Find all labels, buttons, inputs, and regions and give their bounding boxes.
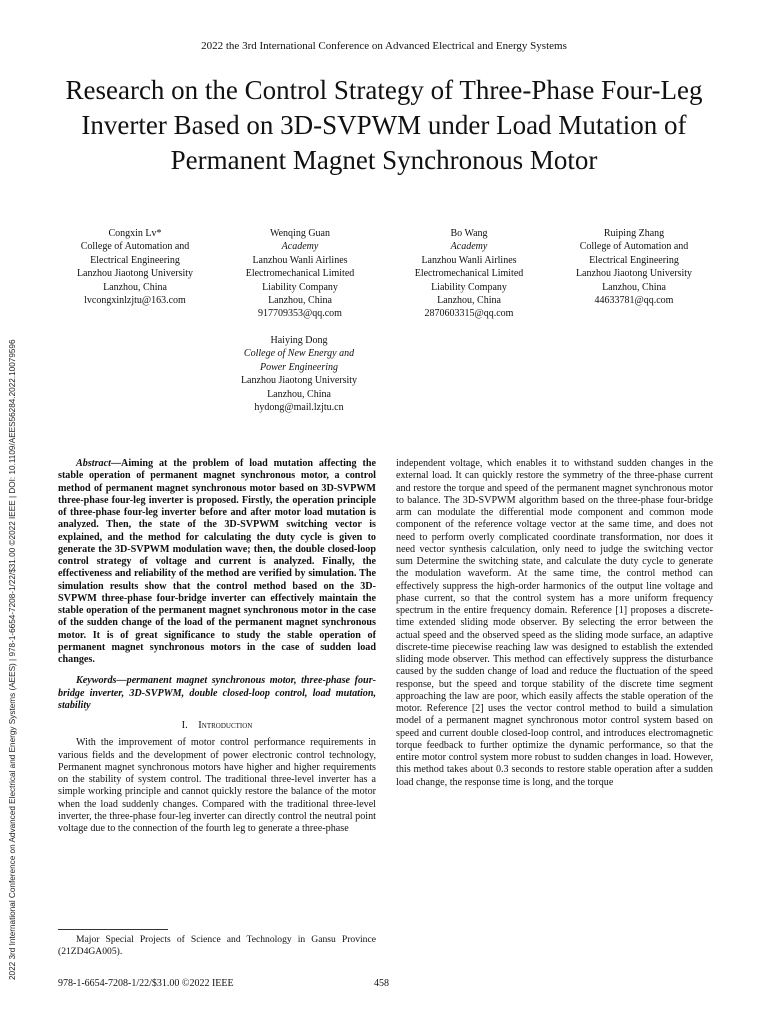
page-number: 458 [374,978,389,989]
footnote: Major Special Projects of Science and Technology in Gansu Province (21ZD4GA005). [58,934,376,957]
author-role: College of New Energy and [243,348,355,360]
author-affiliation: Lanzhou, China [602,281,666,293]
footnote-rule [58,929,168,930]
author-affiliation: Lanzhou Jiaotong University [76,268,194,280]
abstract-text: —Aiming at the problem of load mutation affecting the stable operation of permanent magnet synchronous motor, a control method of permanent magnet synchronous motor based on 3D-SVPWM three-phase four-leg inverter is proposed. Firstly, the operation principle of three-phase four-leg inverter before and after motor load mutation is analyzed. Then, the state of the 3D-SVPWM switching vector is explained, and the method for calculating the duty cycle is given to generate the 3D-SVPWM modulation wave; then, the double closed-loop control strategy of voltage and current is analyzed. Finally, the effectiveness and reliability of the method are verified by simulation. The simulation results show that the control method based on the 3D-SVPWM three-phase four-bridge inverter can effectively maintain the stable operation of the permanent magnet synchronous motor in the case of the sudden change of the load of the permanent magnet synchronous motor. It is of great significance to study the stable operation of permanent magnet synchronous motors in the case of sudden load changes. [58,458,376,665]
abstract-label: Abstract [76,458,111,469]
author-affiliation: College of Automation and [579,241,689,253]
sidebar-doi: 2022 3rd International Conference on Advanced Electrical and Energy Systems (AEES) | 978-1-6654-7208-1/22/$31.00 ©2022 IEEE | DOI: 10.1109/AEES56284.2022.10079596 [8,339,17,980]
author-block [549,227,719,307]
author-email: 917709353@qq.com [258,308,342,320]
abstract [58,458,376,666]
author-affiliation: Electromechanical Limited [414,268,524,280]
conference-header: 2022 the 3rd International Conference on Advanced Electrical and Energy Systems [201,40,567,52]
author-affiliation: Electromechanical Limited [245,268,355,280]
author-email: 44633781@qq.com [594,295,674,307]
author-block [214,334,384,414]
author-affiliation: Lanzhou Wanli Airlines [252,254,348,266]
author-role: Power Engineering [259,361,339,373]
author-affiliation: Electrical Engineering [589,254,679,266]
author-email: lvcongxinlzjtu@163.com [84,295,186,307]
paper-title: Research on the Control Strategy of Three-Phase Four-Leg Inverter Based on 3D-SVPWM under Load Mutation of Permanent Magnet Synchronous Motor [65,75,703,175]
author-email: hydong@mail.lzjtu.cn [254,402,344,414]
author-affiliation: Lanzhou Jiaotong University [240,375,358,387]
left-column [58,458,376,835]
author-block [215,227,385,321]
author-affiliation: Electrical Engineering [90,254,180,266]
right-column [396,458,713,789]
keywords: Keywords—permanent magnet synchronous motor, three-phase four-bridge inverter, 3D-SVPWM, double closed-loop control, load mutation, stability [58,675,376,711]
author-block [50,227,220,307]
section-heading: I. Introduction [181,720,253,731]
author-affiliation: Lanzhou, China [268,295,332,307]
author-affiliation: Lanzhou Wanli Airlines [421,254,517,266]
intro-paragraph: With the improvement of motor control performance requirements in various fields and the development of power electronic control technology, Permanent magnet synchronous motors have higher and higher requirements on the stability of system control. The traditional three-level inverter has a simple working principle and cannot quickly restore the balance of the motor when the load suddenly changes. Compared with the traditional three-level inverter, the three-phase four-leg inverter can directly control the neutral point voltage due to the connection of the fourth leg to generate a three-phase [58,737,376,834]
author-name: Bo Wang [450,228,488,239]
author-email: 2870603315@qq.com [424,308,514,320]
author-affiliation: Lanzhou, China [103,281,167,293]
author-name: Congxin Lv* [108,228,162,239]
author-role: Academy [450,241,488,253]
copyright-line: 978-1-6654-7208-1/22/$31.00 ©2022 IEEE [58,978,234,989]
body-paragraph: independent voltage, which enables it to withstand sudden changes in the external load. It can quickly restore the symmetry of the three-phase current and restore the torque and speed of the permanent magnet synchronous motor to balance. The 3D-SVPWM algorithm based on the three-phase four-bridge arm can modulate the differential mode component and common mode component of the reference voltage vector at the same time, and does not need to perform overly complicated coordinate transformation, nor does it need vector synthesis calculation, only need to judge the switching vector sum Determine the switching state, and calculate the duty cycle to generate the modulation waveform. At the same time, the control method can effectively suppress the high-order harmonics of the output line voltage and phase current, so that the control system has a more uniform frequency spectrum in the entire frequency domain. Reference [1] proposes a discrete-time extended sliding mode observer. By selecting the error between the actual speed and the observed speed as the sliding mode surface, an adaptive discrete-time piecewise reaching law was designed to establish the extended sliding mode observer. This method can effectively suppress the disturbance caused by the sudden change of load and reduce the fluctuation of the speed response, but the speed and torque stability of the discrete time segment approaching the law are poor, which easily affects the stable operation of the motor. Reference [2] uses the vector control method to build a simulation model of a permanent magnet synchronous motor control system based on speed and current double closed-loop control, and introduces electromagnetic torque feedback to further optimize the dynamic performance, so that the entire motor control system more robust to sudden changes in load. However, this method takes about 0.3 seconds to restore stable operation after a sudden load change, the response time is long, and the torque [396,458,713,788]
author-affiliation: College of Automation and [80,241,190,253]
author-role: Academy [281,241,319,253]
author-affiliation: Lanzhou, China [437,295,501,307]
author-affiliation: Liability Company [431,281,507,293]
author-affiliation: Lanzhou, China [267,388,331,400]
author-name: Wenqing Guan [269,228,330,239]
author-affiliation: Liability Company [262,281,338,293]
author-affiliation: Lanzhou Jiaotong University [575,268,693,280]
author-name: Haiying Dong [270,335,328,346]
author-name: Ruiping Zhang [603,228,665,239]
author-block [384,227,554,321]
